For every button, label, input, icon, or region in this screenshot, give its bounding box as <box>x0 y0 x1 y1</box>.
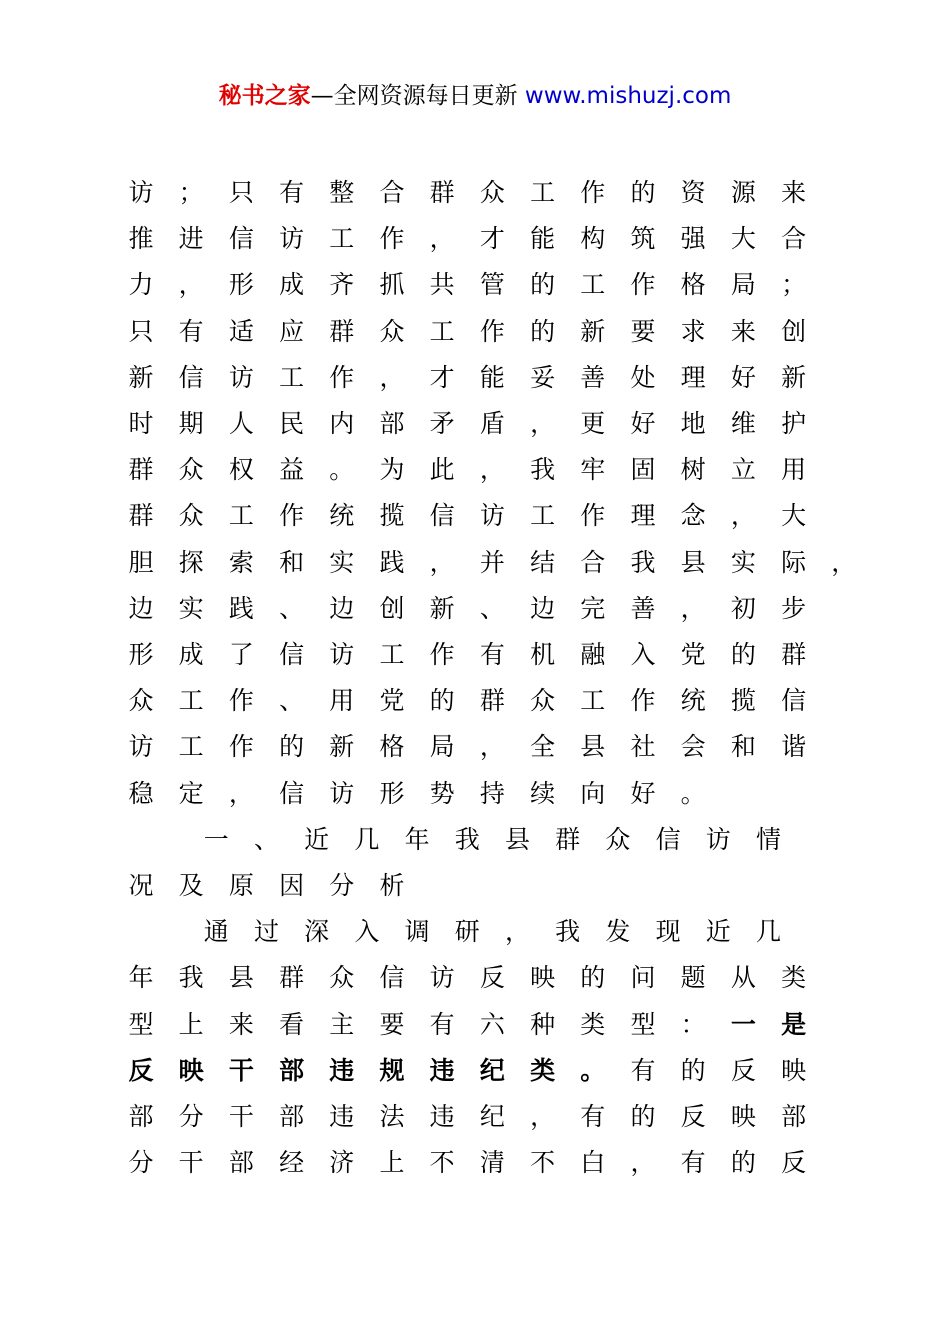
text-char: 。 <box>680 778 706 808</box>
text-char: 问 <box>630 963 656 993</box>
text-char: 益 <box>279 455 305 485</box>
text-char: 反 <box>781 1148 807 1178</box>
text-char: 现 <box>655 917 681 947</box>
text-char: 违 <box>429 1102 455 1131</box>
text-char: 成 <box>279 270 305 300</box>
text-char: 干 <box>228 1102 254 1131</box>
text-char: 护 <box>781 409 807 438</box>
text-char: 维 <box>730 409 756 438</box>
text-char: 工 <box>379 640 405 669</box>
text-char: 来 <box>730 316 756 346</box>
text-char: 过 <box>253 917 279 947</box>
text-char: 型 <box>128 1009 154 1039</box>
text-char: 析 <box>379 871 405 900</box>
text-char: 众 <box>329 963 355 993</box>
text-char: 索 <box>228 547 254 577</box>
text-char: 作 <box>329 362 355 392</box>
text-char: 分 <box>329 871 355 900</box>
text-char: 步 <box>781 593 807 623</box>
text-char: 好 <box>730 362 756 392</box>
text-char: 胆 <box>128 547 154 577</box>
text-char: 会 <box>680 732 706 762</box>
text-char: 众 <box>479 178 505 207</box>
text-char: 谐 <box>781 732 807 762</box>
text-char: 的 <box>630 1102 656 1131</box>
text-char: 全 <box>530 732 556 762</box>
text-char: 形 <box>379 778 405 808</box>
text-char: 党 <box>680 640 706 669</box>
text-char: ， <box>379 362 405 392</box>
text-char: 的 <box>580 963 606 993</box>
text-char: 不 <box>530 1148 556 1178</box>
text-char: 资 <box>680 178 706 207</box>
text-char: 济 <box>329 1148 355 1178</box>
text-char: 齐 <box>329 270 355 300</box>
text-char: 力 <box>128 270 154 300</box>
text-char: 民 <box>279 409 305 438</box>
text-char: 的 <box>279 732 305 762</box>
text-char: 原 <box>228 871 254 900</box>
text-char: 际 <box>781 547 807 577</box>
text-char: 我 <box>178 963 204 993</box>
text-char: 只 <box>128 316 154 346</box>
text-char: 实 <box>329 547 355 577</box>
text-char: 清 <box>479 1148 505 1178</box>
text-char: 形 <box>128 640 154 669</box>
text-char: 群 <box>429 178 455 207</box>
text-char: 期 <box>178 409 204 438</box>
text-char: 只 <box>228 178 254 207</box>
text-char: 违 <box>429 1055 455 1085</box>
text-char: 访 <box>228 362 254 392</box>
text-char: 才 <box>479 224 505 254</box>
text-char: ， <box>730 501 756 531</box>
text-char: 求 <box>680 316 706 346</box>
text-char: 反 <box>128 1055 154 1085</box>
text-char: 是 <box>781 1009 807 1039</box>
text-char: 访 <box>479 501 505 531</box>
text-char: 新 <box>580 316 606 346</box>
text-char: 近 <box>705 917 731 947</box>
text-char: ， <box>504 917 530 947</box>
text-char: 有 <box>680 1148 706 1178</box>
text-char: 分 <box>178 1102 204 1131</box>
text-char: 要 <box>379 1009 405 1039</box>
text-char: ， <box>178 270 204 300</box>
text-char: 、 <box>279 686 305 716</box>
text-char: 实 <box>178 593 204 623</box>
text-char: 六 <box>479 1009 505 1039</box>
text-char: 种 <box>530 1009 556 1039</box>
text-char: 善 <box>580 362 606 392</box>
text-char: 有 <box>580 1102 606 1131</box>
text-char: 好 <box>630 409 656 438</box>
text-char: 映 <box>530 963 556 993</box>
text-char: 作 <box>279 501 305 531</box>
watermark-header <box>0 80 950 112</box>
text-char: 映 <box>730 1102 756 1131</box>
text-char: 处 <box>630 362 656 392</box>
text-char: 的 <box>680 1055 706 1085</box>
text-char: 群 <box>781 640 807 669</box>
text-char: 统 <box>680 686 706 716</box>
text-char: 合 <box>580 547 606 577</box>
text-char: 应 <box>279 316 305 346</box>
text-char: 我 <box>530 455 556 485</box>
text-char: 访 <box>279 224 305 254</box>
text-char: 的 <box>429 686 455 716</box>
text-char: 能 <box>479 362 505 392</box>
text-char: 续 <box>530 778 556 808</box>
text-char: 群 <box>128 501 154 531</box>
text-char: 县 <box>504 824 530 854</box>
text-char: 信 <box>379 963 405 993</box>
text-char: 信 <box>655 824 681 854</box>
text-char: 格 <box>379 732 405 762</box>
text-char: 践 <box>379 547 405 577</box>
text-char: 源 <box>730 178 756 207</box>
text-char: 践 <box>228 593 254 623</box>
text-char: 局 <box>429 732 455 762</box>
text-char: ， <box>429 547 455 577</box>
text-char: 持 <box>479 778 505 808</box>
text-char: 创 <box>781 316 807 346</box>
text-char: 县 <box>680 547 706 577</box>
text-char: 信 <box>279 640 305 669</box>
text-char: 县 <box>580 732 606 762</box>
text-char: 群 <box>279 963 305 993</box>
text-char: 反 <box>680 1102 706 1131</box>
text-char: 纪 <box>479 1055 505 1085</box>
text-char: 念 <box>680 501 706 531</box>
text-char: 固 <box>630 455 656 485</box>
text-char: 众 <box>379 316 405 346</box>
text-char: 群 <box>479 686 505 716</box>
text-char: 共 <box>429 270 455 300</box>
text-char: 探 <box>178 547 204 577</box>
text-char: 及 <box>178 871 204 900</box>
text-char: 理 <box>680 362 706 392</box>
text-char: 上 <box>178 1009 204 1039</box>
text-char: 情 <box>755 824 781 854</box>
text-char: 入 <box>354 917 380 947</box>
text-char: ； <box>781 270 807 300</box>
text-char: 干 <box>228 1055 254 1085</box>
text-char: 创 <box>379 593 405 623</box>
text-char: 有 <box>178 316 204 346</box>
text-char: 构 <box>580 224 606 254</box>
text-char: 年 <box>128 963 154 993</box>
text-char: 主 <box>329 1009 355 1039</box>
text-char: 群 <box>128 455 154 485</box>
text-char: 用 <box>781 455 807 485</box>
text-char: 众 <box>178 501 204 531</box>
text-char: 时 <box>128 409 154 438</box>
text-char: 通 <box>203 917 229 947</box>
text-char: 新 <box>329 732 355 762</box>
text-char: ， <box>680 593 706 623</box>
text-char: 要 <box>630 316 656 346</box>
text-char: 调 <box>404 917 430 947</box>
text-char: 融 <box>580 640 606 669</box>
text-char: 的 <box>730 1148 756 1178</box>
text-char: 筑 <box>630 224 656 254</box>
text-char: 有 <box>630 1055 656 1085</box>
text-char: 完 <box>580 593 606 623</box>
text-char: 工 <box>429 316 455 346</box>
text-char: 部 <box>279 1055 305 1085</box>
text-char: 映 <box>178 1055 204 1085</box>
text-char: 访 <box>329 640 355 669</box>
header-slogan: —全网资源每日更新 <box>310 83 518 109</box>
text-char: 社 <box>630 732 656 762</box>
text-char: 统 <box>329 501 355 531</box>
text-char: 工 <box>329 224 355 254</box>
text-char: ， <box>831 547 857 577</box>
text-char: 适 <box>228 316 254 346</box>
text-char: 类 <box>781 963 807 993</box>
text-char: 发 <box>605 917 631 947</box>
text-char: 作 <box>580 501 606 531</box>
text-char: 和 <box>730 732 756 762</box>
text-char: 初 <box>730 593 756 623</box>
text-char: 人 <box>228 409 254 438</box>
text-char: 作 <box>630 270 656 300</box>
text-char: 类 <box>580 1009 606 1039</box>
text-char: 工 <box>530 178 556 207</box>
text-char: 群 <box>329 316 355 346</box>
text-char: 势 <box>429 778 455 808</box>
text-char: 边 <box>128 593 154 623</box>
text-char: 违 <box>329 1055 355 1085</box>
text-char: ， <box>530 409 556 438</box>
text-char: 理 <box>630 501 656 531</box>
text-char: 的 <box>630 178 656 207</box>
text-char: 规 <box>379 1055 405 1085</box>
text-char: ， <box>228 778 254 808</box>
text-char: 看 <box>279 1009 305 1039</box>
text-char: 众 <box>178 455 204 485</box>
text-char: 部 <box>379 409 405 438</box>
text-char: 格 <box>680 270 706 300</box>
text-char: 、 <box>253 824 279 854</box>
text-char: 实 <box>730 547 756 577</box>
text-char: 众 <box>128 686 154 716</box>
text-char: ， <box>630 1148 656 1178</box>
text-char: 研 <box>454 917 480 947</box>
text-char: 工 <box>279 362 305 392</box>
text-char: 妥 <box>530 362 556 392</box>
text-char: 盾 <box>479 409 505 438</box>
text-char: 工 <box>580 270 606 300</box>
text-char: 边 <box>530 593 556 623</box>
text-char: 信 <box>228 224 254 254</box>
text-char: 更 <box>580 409 606 438</box>
text-char: 为 <box>379 455 405 485</box>
text-char: 进 <box>178 224 204 254</box>
text-char: 善 <box>630 593 656 623</box>
text-char: 工 <box>178 732 204 762</box>
text-char: 信 <box>429 501 455 531</box>
text-char: 年 <box>404 824 430 854</box>
text-char: 几 <box>354 824 380 854</box>
text-char: 工 <box>228 501 254 531</box>
text-char: 有 <box>279 178 305 207</box>
text-char: 工 <box>178 686 204 716</box>
text-char: 揽 <box>730 686 756 716</box>
text-char: 。 <box>580 1055 606 1085</box>
text-char: 近 <box>304 824 330 854</box>
text-char: 违 <box>329 1102 355 1131</box>
text-char: 群 <box>555 824 581 854</box>
text-char: 大 <box>730 224 756 254</box>
text-char: 来 <box>781 178 807 207</box>
text-char: 从 <box>730 963 756 993</box>
text-char: 和 <box>279 547 305 577</box>
text-char: 映 <box>781 1055 807 1085</box>
text-char: 我 <box>454 824 480 854</box>
text-char: 。 <box>329 455 355 485</box>
text-char: 入 <box>630 640 656 669</box>
text-char: 强 <box>680 224 706 254</box>
brand-name: 秘书之家 <box>218 83 311 109</box>
text-char: 有 <box>429 1009 455 1039</box>
text-char: 作 <box>429 640 455 669</box>
text-char: 众 <box>530 686 556 716</box>
text-char: 好 <box>630 778 656 808</box>
text-char: 揽 <box>379 501 405 531</box>
text-char: 了 <box>228 640 254 669</box>
text-char: 整 <box>329 178 355 207</box>
text-char: 部 <box>228 1148 254 1178</box>
text-char: 地 <box>680 409 706 438</box>
text-char: 合 <box>781 224 807 254</box>
text-char: 访 <box>128 732 154 762</box>
text-char: 边 <box>329 593 355 623</box>
text-char: 用 <box>329 686 355 716</box>
text-char: 立 <box>730 455 756 485</box>
text-char: 况 <box>128 871 154 900</box>
text-char: 法 <box>379 1102 405 1131</box>
text-char: 工 <box>530 501 556 531</box>
text-char: ， <box>479 732 505 762</box>
text-char: 型 <box>630 1009 656 1039</box>
text-char: 牢 <box>580 455 606 485</box>
text-char: 一 <box>730 1009 756 1039</box>
text-char: 深 <box>304 917 330 947</box>
text-char: 党 <box>379 686 405 716</box>
text-char: 访 <box>429 963 455 993</box>
text-char: 、 <box>279 593 305 623</box>
text-char: 合 <box>379 178 405 207</box>
text-char: 众 <box>605 824 631 854</box>
text-char: 结 <box>530 547 556 577</box>
text-char: 新 <box>781 362 807 392</box>
text-char: 作 <box>479 316 505 346</box>
text-char: 定 <box>178 778 204 808</box>
text-char: 作 <box>228 732 254 762</box>
text-char: 因 <box>279 871 305 900</box>
text-char: 上 <box>379 1148 405 1178</box>
text-char: 分 <box>128 1148 154 1178</box>
text-char: 成 <box>178 640 204 669</box>
text-char: 反 <box>479 963 505 993</box>
text-char: 矛 <box>429 409 455 438</box>
text-char: 白 <box>580 1148 606 1178</box>
text-char: 抓 <box>379 270 405 300</box>
text-char: 反 <box>730 1055 756 1085</box>
text-char: 的 <box>530 316 556 346</box>
text-char: 来 <box>228 1009 254 1039</box>
text-char: 工 <box>580 686 606 716</box>
text-char: 新 <box>429 593 455 623</box>
text-char: 才 <box>429 362 455 392</box>
text-char: 信 <box>279 778 305 808</box>
text-char: 一 <box>203 824 229 854</box>
text-char: 访 <box>705 824 731 854</box>
text-char: ， <box>530 1102 556 1131</box>
text-char: 新 <box>128 362 154 392</box>
text-char: ， <box>479 455 505 485</box>
header-url[interactable]: www.mishuzj.com <box>524 83 732 109</box>
text-char: 作 <box>630 686 656 716</box>
text-char: ， <box>429 224 455 254</box>
text-char: 的 <box>530 270 556 300</box>
text-char: 作 <box>580 178 606 207</box>
text-char: 能 <box>530 224 556 254</box>
text-char: 县 <box>228 963 254 993</box>
text-char: 类 <box>530 1055 556 1085</box>
text-char: 访 <box>329 778 355 808</box>
text-char: 信 <box>178 362 204 392</box>
text-char: 此 <box>429 455 455 485</box>
text-char: 作 <box>379 224 405 254</box>
text-char: 并 <box>479 547 505 577</box>
text-char: 树 <box>680 455 706 485</box>
text-char: 权 <box>228 455 254 485</box>
text-char: 有 <box>479 640 505 669</box>
text-char: 经 <box>279 1148 305 1178</box>
text-char: 推 <box>128 224 154 254</box>
text-char: 信 <box>781 686 807 716</box>
text-char: 部 <box>781 1102 807 1131</box>
text-char: 形 <box>228 270 254 300</box>
text-char: 机 <box>530 640 556 669</box>
text-char: 我 <box>555 917 581 947</box>
text-char: ： <box>680 1009 706 1039</box>
text-char: 管 <box>479 270 505 300</box>
text-char: 内 <box>329 409 355 438</box>
text-char: 干 <box>178 1148 204 1178</box>
text-char: 部 <box>279 1102 305 1131</box>
text-char: 向 <box>580 778 606 808</box>
text-char: 纪 <box>479 1102 505 1131</box>
text-char: 的 <box>730 640 756 669</box>
text-char: 稳 <box>128 778 154 808</box>
text-char: 不 <box>429 1148 455 1178</box>
text-char: 几 <box>755 917 781 947</box>
text-char: 题 <box>680 963 706 993</box>
text-char: 局 <box>730 270 756 300</box>
text-char: 大 <box>781 501 807 531</box>
text-char: 我 <box>630 547 656 577</box>
text-char: 访 <box>128 178 154 207</box>
text-char: ； <box>178 178 204 207</box>
text-char: 、 <box>479 593 505 623</box>
text-char: 作 <box>228 686 254 716</box>
text-char: 部 <box>128 1102 154 1131</box>
